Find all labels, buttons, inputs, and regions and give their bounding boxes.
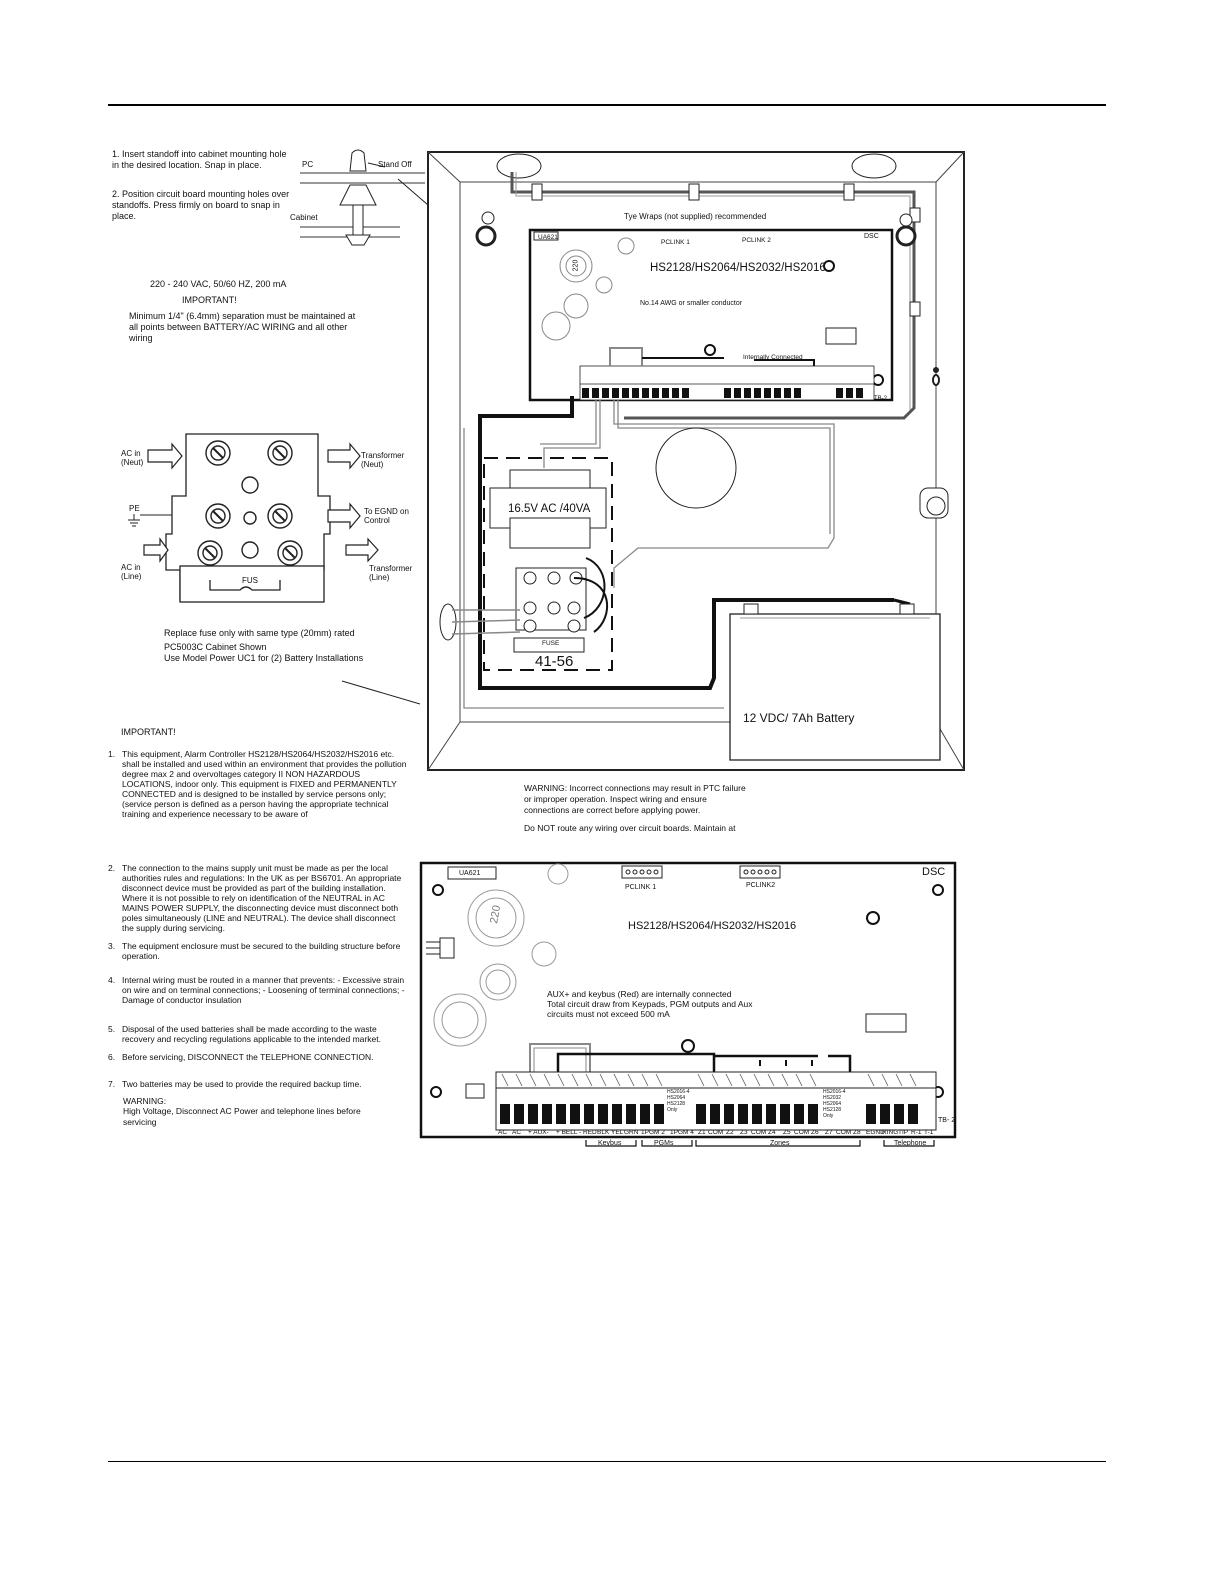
note-text: This equipment, Alarm Controller HS2128/HS2064/HS2032/HS2016 etc. shall be installed and used within an environment that provides the pollution degree max 2 and overvoltages category II NON HAZARDOUS LOCATIONS, indoor only. This equipment is FIXED and PERMANENTLY CONNECTED and is designed to be installed by service persons only; (service person is defined as a person having the appropriate technical training and experience necessary to be aware of (122, 749, 407, 819)
terminal-label: + AUX- (528, 1129, 549, 1136)
terminal-label: T-1 (924, 1129, 934, 1136)
note-text: Disposal of the used batteries shall be made according to the waste recovery and recycling regulations applicable to the intended market. (122, 1024, 381, 1044)
group-keybus: Keybus (598, 1140, 622, 1147)
note-text: Before servicing, DISCONNECT the TELEPHONE CONNECTION. (122, 1052, 374, 1062)
note-number: 5. (108, 1024, 116, 1034)
cabinet-220-badge: 220 (572, 259, 580, 272)
note-text: The connection to the mains supply unit must be made as per the local authorities rules and regulations: In the UK as per BS6701. An appropriate disconnect device must be provided as part of the building installation. Where it is not possible to rely on identification of the NEUTRAL in AC MAINS POWER SUPPLY, the disconnecting device must disconnect both poles simultaneously (LINE and NEUTRAL). The device shall disconnect the supply during servicing. (122, 863, 402, 933)
group-zones: Zones (770, 1140, 790, 1147)
circuit-draw-note: Total circuit draw from Keypads, PGM outputs and Aux circuits must not exceed 500 mA (547, 999, 753, 1019)
note-text: Two batteries may be used to provide the required backup time. (122, 1079, 362, 1089)
important-note-5 (108, 1024, 408, 1044)
terminal-label: COM (836, 1129, 852, 1136)
ac-in-neut-label: AC in (Neut) (121, 449, 144, 467)
terminal-label: 1PGM 2 (641, 1129, 665, 1136)
terminal-label: Z2 (726, 1129, 734, 1136)
power-rating: 220 - 240 VAC, 50/60 HZ, 200 mA (150, 279, 287, 289)
terminal-label: R-1 (911, 1129, 922, 1136)
terminal-label: COM (751, 1129, 767, 1136)
terminal-label: COM (794, 1129, 810, 1136)
note-text: Internal wiring must be routed in a manner that prevents: - Excessive strain on wire and on terminal connections; - Loosening of terminal connections; - Damage of conductor insulation (122, 975, 405, 1005)
terminal-label: COM (708, 1129, 724, 1136)
board-220-badge: 220 (488, 904, 504, 925)
pc-label: PC (302, 160, 314, 169)
terminal-label: Z3 (740, 1129, 748, 1136)
terminal-label: Z4 (768, 1129, 776, 1136)
power-important: IMPORTANT! (182, 295, 237, 305)
note-number: 4. (108, 975, 116, 985)
terminal-label: Z1 (698, 1129, 706, 1136)
board-brand: DSC (922, 866, 946, 878)
cabinet-label: Cabinet (290, 213, 318, 222)
terminal-label: RING (882, 1129, 899, 1136)
board-pclink2: PCLINK2 (746, 882, 776, 889)
terminal-label: Z8 (853, 1129, 861, 1136)
part-number: 41-56 (535, 653, 574, 670)
terminal-label: EGND (866, 1129, 885, 1136)
board-zone-note: HS2016-4 HS2032 HS2064 HS2128 Only (823, 1089, 846, 1119)
board-model-note: HS2016-4 HS2064 HS2128 Only (667, 1089, 690, 1113)
important-title: IMPORTANT! (121, 727, 176, 737)
important-note-4 (108, 975, 408, 1005)
leader-line (340, 678, 430, 708)
pe-label: PE (129, 504, 140, 513)
ptc-warning: WARNING: Incorrect connections may result in PTC failure or improper operation. Inspect wiring and ensure connections are correct before applying power. (524, 783, 746, 815)
transformer-fuse-label: FUSE (542, 640, 560, 647)
board-pclink1: PCLINK 1 (625, 884, 657, 891)
cabinet-tb2: TB-2 (874, 396, 888, 402)
aux-keybus-note: AUX+ and keybus (Red) are internally connected (547, 989, 732, 999)
cabinet-brand: DSC (864, 233, 879, 240)
board-model: HS2128/HS2064/HS2032/HS2016 (628, 920, 797, 932)
note-number: 1. (108, 749, 116, 759)
transformer-neut-label: Transformer (Neut) (361, 451, 405, 469)
battery-label: 12 VDC/ 7Ah Battery (743, 711, 855, 725)
standoff-label: Stand Off (378, 160, 412, 169)
note-number: 3. (108, 941, 116, 951)
fuse-label: FUS (242, 576, 258, 585)
group-pgms: PGMs (654, 1140, 674, 1147)
important-note-1 (108, 749, 408, 819)
terminal-label: Z5 (783, 1129, 791, 1136)
separation-note: Minimum 1/4" (6.4mm) separation must be maintained at all points between BATTERY/AC WIRING and all other wiring (129, 311, 356, 343)
terminal-label: 1PGM 4 (670, 1129, 694, 1136)
terminal-label: Z6 (811, 1129, 819, 1136)
important-note-3 (108, 941, 408, 961)
terminal-label: AC (512, 1129, 522, 1136)
transformer-rating: 16.5V AC /40VA (508, 503, 591, 515)
terminal-label: + BELL - (556, 1129, 582, 1136)
important-note-7 (108, 1079, 408, 1089)
terminal-label: Z7 (825, 1129, 833, 1136)
note-text: The equipment enclosure must be secured to the building structure before operation. (122, 941, 401, 961)
hv-warning-title: WARNING: (123, 1096, 167, 1106)
cabinet-pclink2: PCLINK 2 (742, 237, 771, 244)
mounting-step-2: 2. Position circuit board mounting holes over standoffs. Press firmly on board to snap in place. (112, 189, 290, 221)
terminal-label: AC (498, 1129, 508, 1136)
awg-label: No.14 AWG or smaller conductor (640, 300, 743, 307)
internally-connected-label: Internally Connected (743, 354, 803, 361)
terminal-label: TIP (898, 1129, 909, 1136)
battery-install-note: Use Model Power UC1 for (2) Battery Installations (164, 653, 364, 663)
terminal-label: RED (583, 1129, 597, 1136)
cabinet-board-id: UA621 (538, 234, 558, 241)
board-id: UA621 (459, 870, 481, 877)
group-telephone: Telephone (894, 1140, 927, 1147)
hv-warning-text: High Voltage, Disconnect AC Power and telephone lines before servicing (123, 1106, 361, 1127)
cabinet-model: HS2128/HS2064/HS2032/HS2016 (650, 262, 826, 274)
footer-rule (108, 1461, 1106, 1462)
cabinet-pclink1: PCLINK 1 (661, 239, 690, 246)
terminal-label: GRN (624, 1129, 639, 1136)
mounting-step-1: 1. Insert standoff into cabinet mounting hole in the desired location. Snap in place. (112, 149, 287, 170)
to-egnd-label: To EGND on Control (364, 507, 409, 525)
fuse-replace-note: Replace fuse only with same type (20mm) rated (164, 628, 355, 638)
routing-warning: Do NOT route any wiring over circuit boards. Maintain at (524, 823, 736, 833)
board-tb2: TB- 2 (938, 1117, 956, 1124)
terminal-label: YEL (611, 1129, 624, 1136)
cabinet-diagram (424, 148, 969, 774)
important-note-6 (108, 1052, 408, 1062)
header-rule (108, 104, 1106, 106)
important-note-2 (108, 863, 408, 933)
note-number: 7. (108, 1079, 116, 1089)
cabinet-shown-note: PC5003C Cabinet Shown (164, 642, 267, 652)
tye-wraps-label: Tye Wraps (not supplied) recommended (624, 212, 767, 221)
transformer-line-label: Transformer (Line) (369, 564, 413, 582)
note-number: 2. (108, 863, 116, 873)
terminal-label: BLK (597, 1129, 610, 1136)
ac-in-line-label: AC in (Line) (121, 563, 142, 581)
note-number: 6. (108, 1052, 116, 1062)
